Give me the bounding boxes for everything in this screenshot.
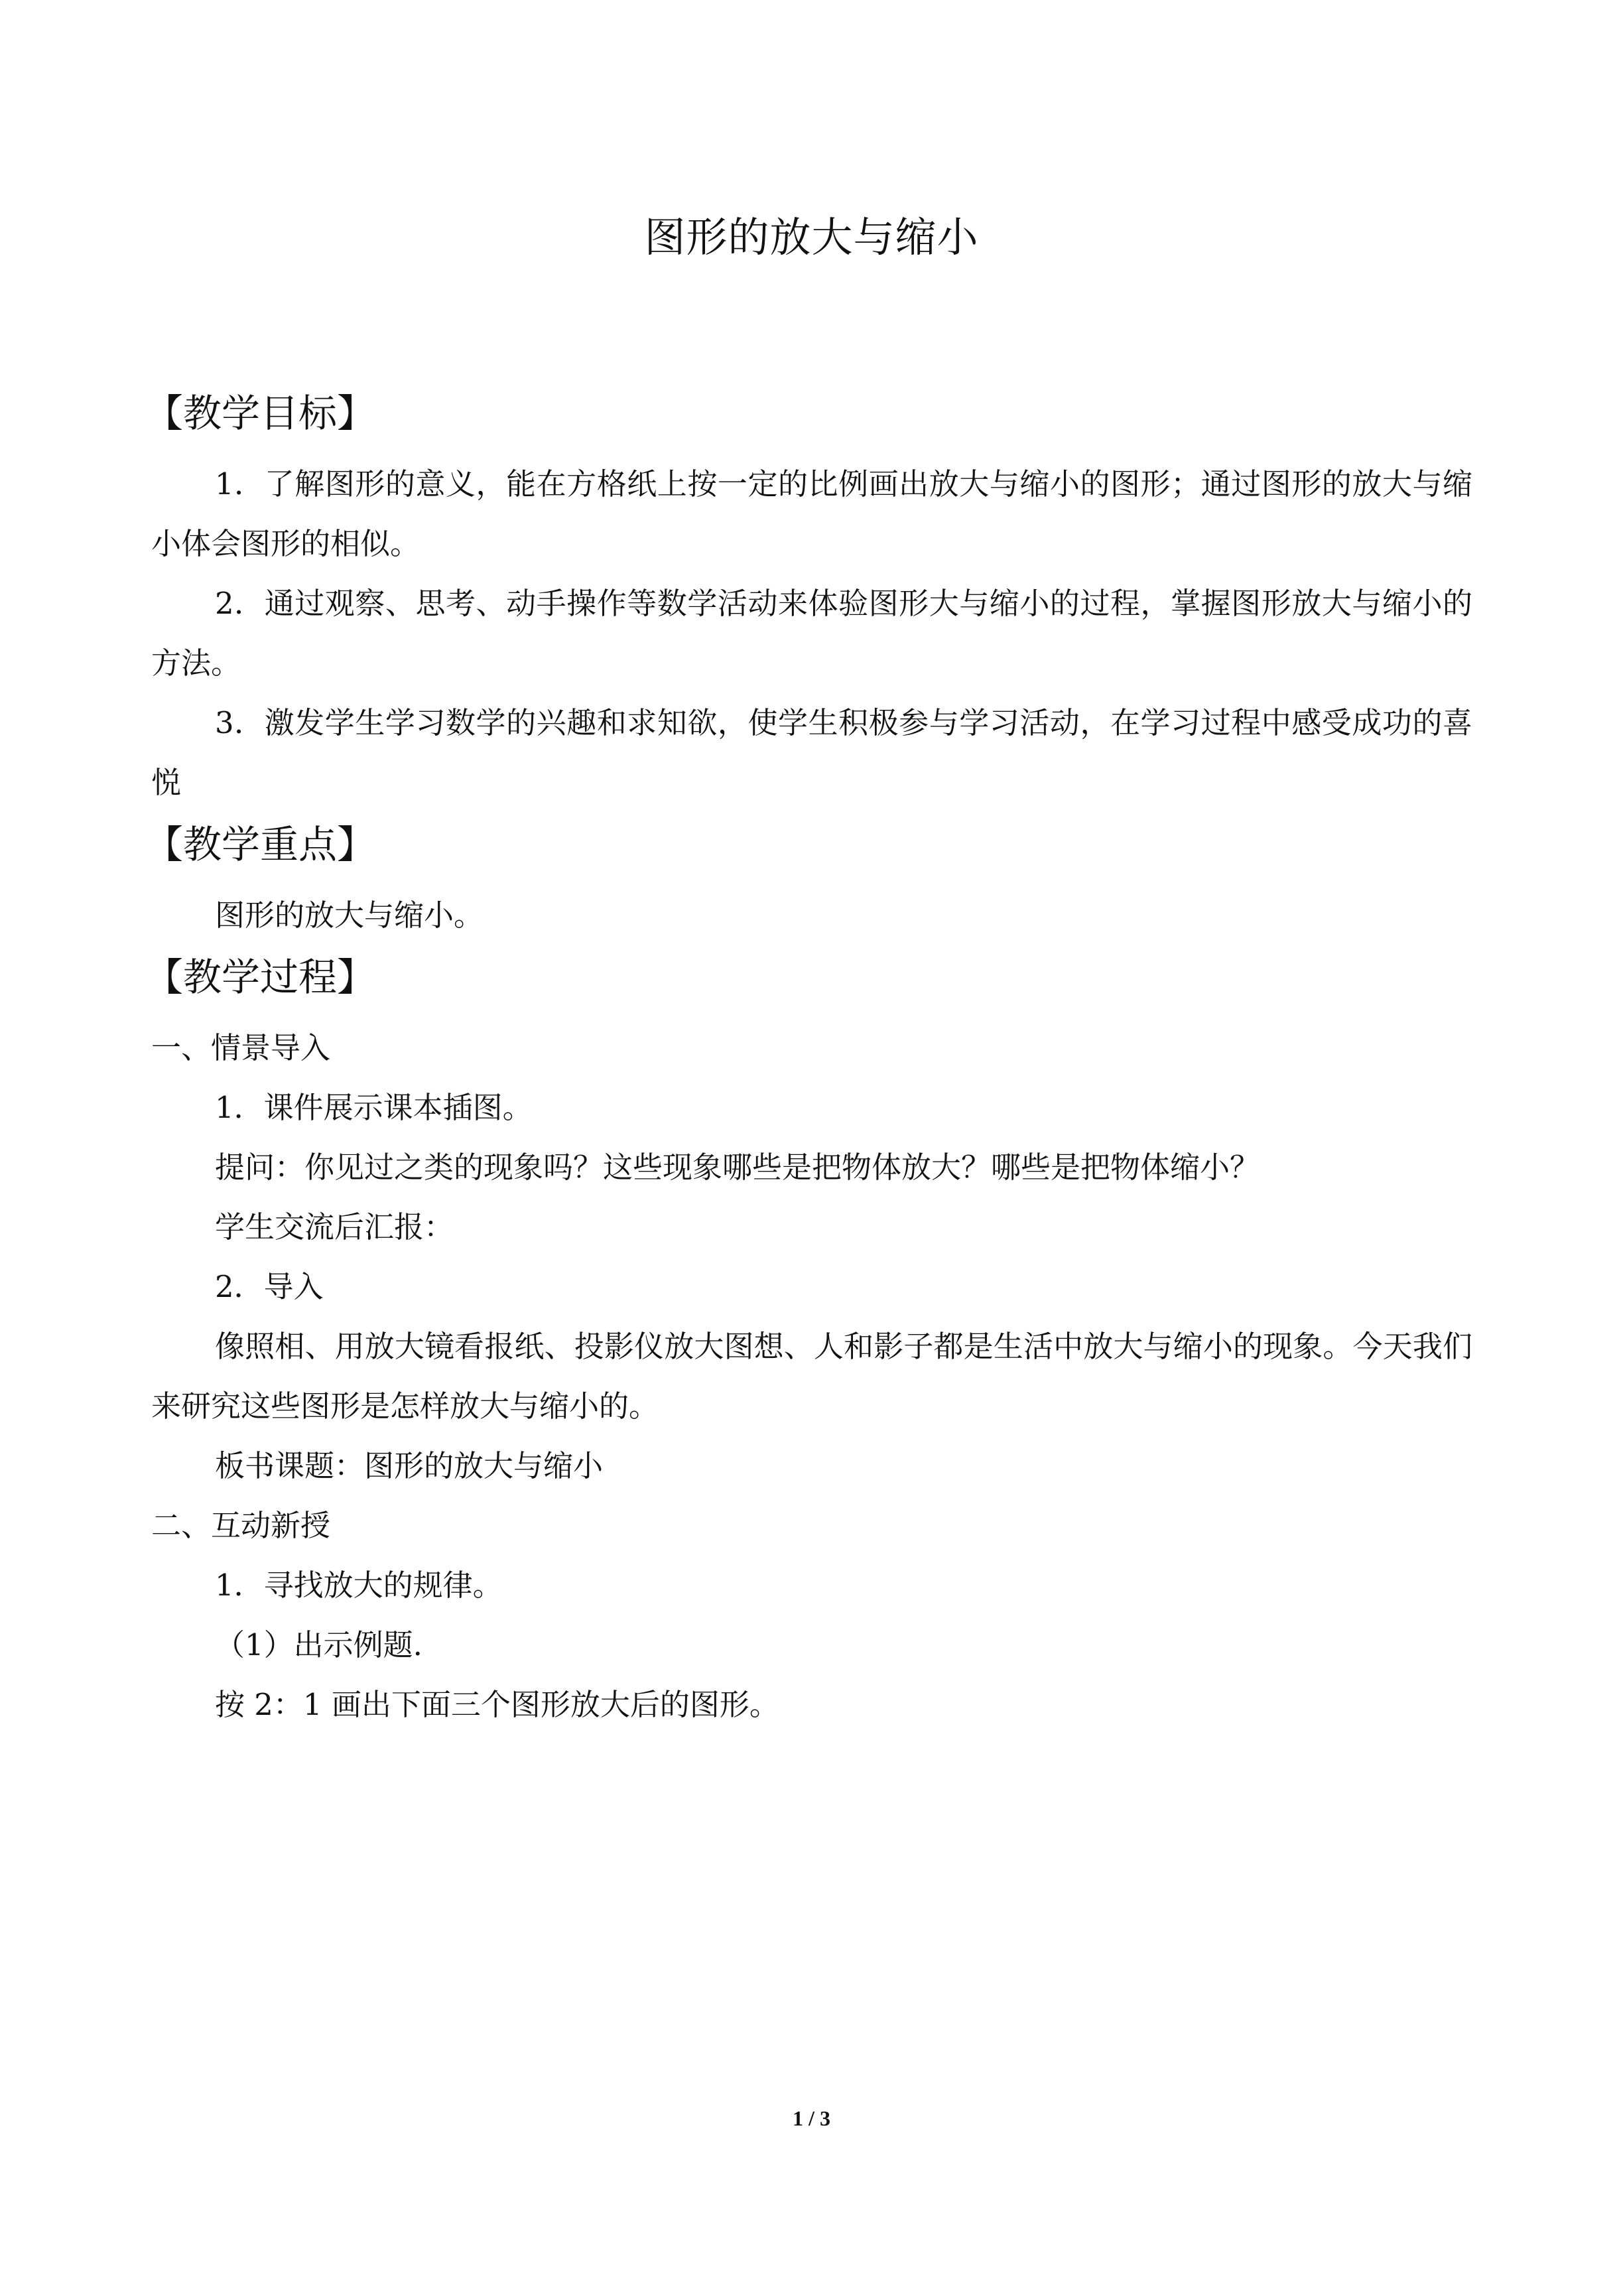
section-heading-focus: 【教学重点】: [145, 822, 376, 867]
process-part2-line-1: 1．寻找放大的规律。: [215, 1568, 503, 1603]
goal-item-3: 3．激发学生学习数学的兴趣和求知欲，使学生积极参与学习活动，在学习过程中感受成功的喜悦: [151, 705, 1472, 800]
document-title: 图形的放大与缩小: [644, 213, 979, 261]
section-heading-process: 【教学过程】: [145, 955, 376, 1000]
focus-text: 图形的放大与缩小。: [215, 898, 484, 933]
section-heading-goals: 【教学目标】: [145, 391, 376, 436]
process-part2-line-3: 按 2：1 画出下面三个图形放大后的图形。: [215, 1687, 779, 1722]
page-number: 1 / 3: [793, 2106, 830, 2130]
goal-item-2: 2．通过观察、思考、动手操作等数学活动来体验图形大与缩小的过程，掌握图形放大与缩小的方法。: [151, 586, 1472, 681]
process-part2-title: 二、互动新授: [151, 1508, 331, 1543]
process-part1-title: 一、情景导入: [151, 1030, 331, 1065]
process-part1-line-3: 学生交流后汇报：: [215, 1209, 454, 1245]
document-body: [145, 381, 1472, 1735]
process-part1-line-1: 1．课件展示课本插图。: [215, 1090, 533, 1125]
process-part1-line-4: 2．导入: [215, 1269, 324, 1304]
process-part1-line-2: 提问：你见过之类的现象吗？这些现象哪些是把物体放大？哪些是把物体缩小？: [215, 1150, 1260, 1185]
process-part1-line-5: 像照相、用放大镜看报纸、投影仪放大图想、人和影子都是生活中放大与缩小的现象。今天我们来研究这些图形是怎样放大与缩小的。: [151, 1329, 1472, 1424]
process-part1-line-6: 板书课题：图形的放大与缩小: [215, 1448, 604, 1483]
process-part2-line-2: （1）出示例题.: [215, 1627, 422, 1662]
goal-item-1: 1．了解图形的意义，能在方格纸上按一定的比例画出放大与缩小的图形；通过图形的放大与缩小体会图形的相似。: [151, 466, 1472, 561]
